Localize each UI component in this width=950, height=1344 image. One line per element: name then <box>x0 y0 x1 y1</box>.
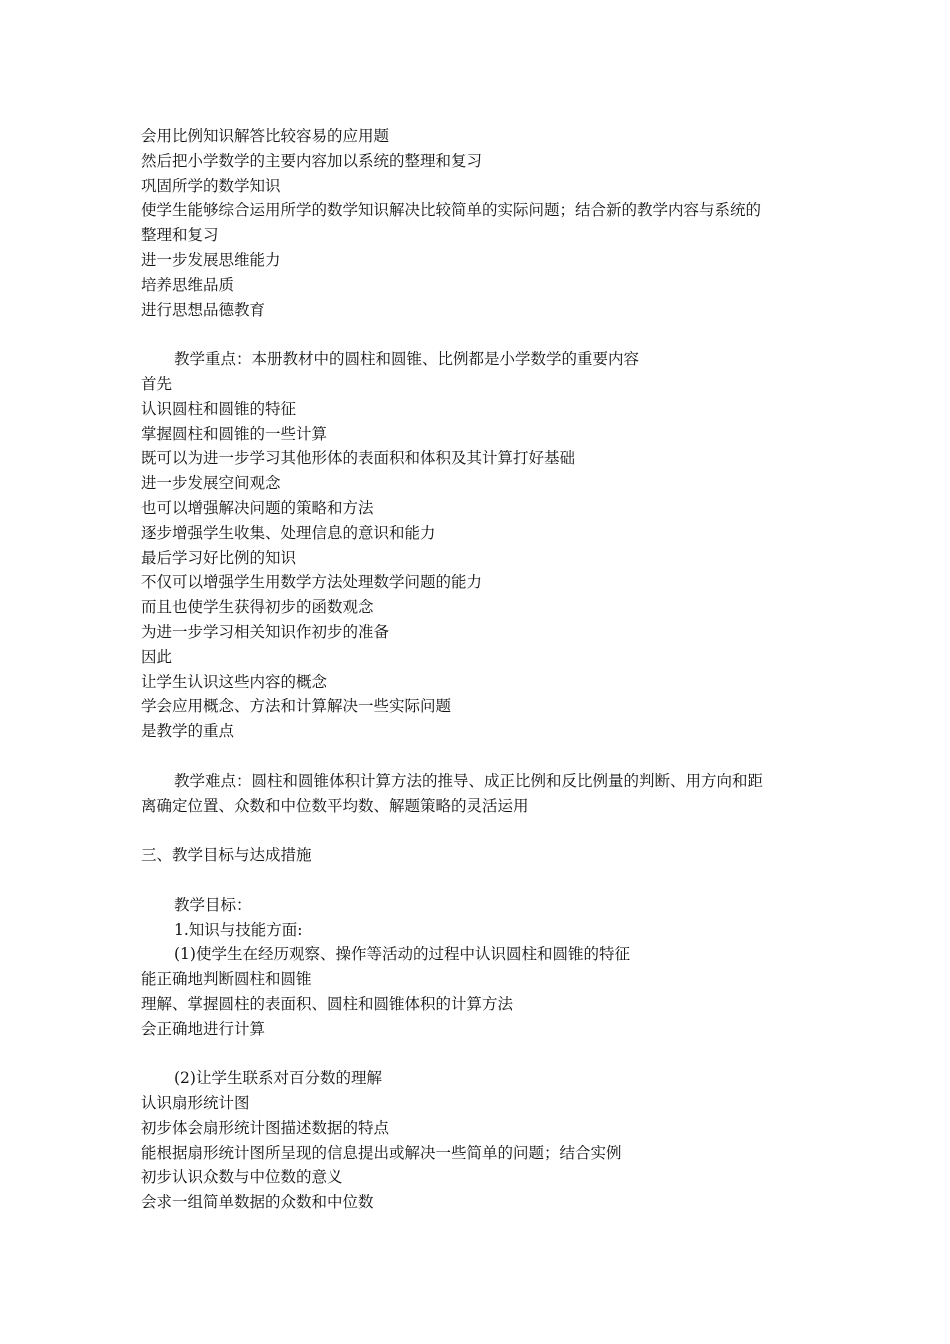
text-line: 离确定位置、众数和中位数平均数、解题策略的灵活运用 <box>141 796 529 815</box>
text-line: 初步体会扇形统计图描述数据的特点 <box>141 1118 390 1137</box>
text-line: 最后学习好比例的知识 <box>141 548 297 567</box>
text-line: 然后把小学数学的主要内容加以系统的整理和复习 <box>141 151 483 170</box>
text-line: 教学难点：圆柱和圆锥体积计算方法的推导、成正比例和反比例量的判断、用方向和距 <box>174 771 764 790</box>
paragraph-teaching-focus <box>141 347 821 744</box>
text-line: 因此 <box>141 647 173 666</box>
paragraph-objectives-intro <box>141 124 821 322</box>
text-line: 既可以为进一步学习其他形体的表面积和体积及其计算打好基础 <box>141 449 576 468</box>
text-line: 初步认识众数与中位数的意义 <box>141 1168 343 1187</box>
text-line: 学会应用概念、方法和计算解决一些实际问题 <box>141 697 452 716</box>
text-line: 首先 <box>141 374 173 393</box>
paragraph-gap <box>141 322 821 347</box>
text-line: 1.知识与技能方面: <box>174 920 303 939</box>
text-line: 会求一组简单数据的众数和中位数 <box>141 1193 374 1212</box>
text-line: (1)使学生在经历观察、操作等活动的过程中认识圆柱和圆锥的特征 <box>174 945 630 964</box>
text-line: 教学重点：本册教材中的圆柱和圆锥、比例都是小学数学的重要内容 <box>174 350 640 369</box>
text-line: 而且也使学生获得初步的函数观念 <box>141 598 374 617</box>
paragraph-gap <box>141 818 821 843</box>
paragraph-teaching-difficulty <box>141 769 821 819</box>
text-line: 也可以增强解决问题的策略和方法 <box>141 498 374 517</box>
paragraph-gap <box>141 868 821 893</box>
section-heading: 三、教学目标与达成措施 <box>141 846 312 865</box>
text-line: 理解、掌握圆柱的表面积、圆柱和圆锥体积的计算方法 <box>141 994 514 1013</box>
text-line: 整理和复习 <box>141 226 219 245</box>
text-line: 进行思想品德教育 <box>141 300 266 319</box>
text-line: 能正确地判断圆柱和圆锥 <box>141 970 312 989</box>
text-line: 培养思维品质 <box>141 275 235 294</box>
text-line: 能根据扇形统计图所呈现的信息提出或解决一些简单的问题；结合实例 <box>141 1143 622 1162</box>
text-line: 逐步增强学生收集、处理信息的意识和能力 <box>141 523 436 542</box>
text-line: 会用比例知识解答比较容易的应用题 <box>141 127 390 145</box>
text-line: 进一步发展空间观念 <box>141 474 281 493</box>
paragraph-gap <box>141 1041 821 1066</box>
text-line: 会正确地进行计算 <box>141 1019 266 1038</box>
paragraph-gap <box>141 744 821 769</box>
text-line: 认识扇形统计图 <box>141 1094 250 1113</box>
text-line: 进一步发展思维能力 <box>141 250 281 269</box>
text-line: 教学目标： <box>174 895 252 914</box>
text-line: 巩固所学的数学知识 <box>141 176 281 195</box>
text-line: (2)让学生联系对百分数的理解 <box>174 1069 382 1088</box>
text-line: 不仅可以增强学生用数学方法处理数学问题的能力 <box>141 573 483 592</box>
text-line: 使学生能够综合运用所学的数学知识解决比较简单的实际问题；结合新的教学内容与系统的 <box>141 201 762 220</box>
text-line: 让学生认识这些内容的概念 <box>141 672 328 691</box>
text-line: 认识圆柱和圆锥的特征 <box>141 399 297 418</box>
paragraph-teaching-goals <box>141 893 821 1042</box>
text-line: 是教学的重点 <box>141 722 235 741</box>
text-line: 掌握圆柱和圆锥的一些计算 <box>141 424 328 443</box>
document-body <box>141 124 821 1215</box>
paragraph-statistics-goals <box>141 1066 821 1215</box>
text-line: 为进一步学习相关知识作初步的准备 <box>141 622 390 641</box>
